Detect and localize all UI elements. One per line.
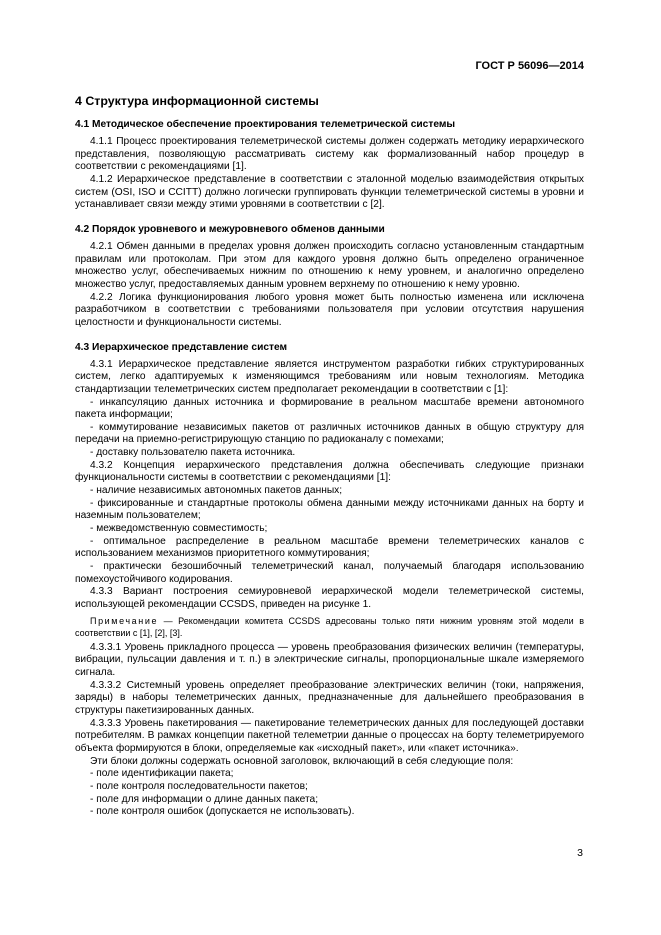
- list-item: - оптимальное распределение в реальном масштабе времени телеметрических каналов с использованием механизмов приоритетного коммутирования;: [75, 535, 584, 560]
- page-number: 3: [577, 847, 583, 859]
- paragraph-4-1-2: 4.1.2 Иерархическое представление в соответствии с эталонной моделью взаимодействия открытых систем (OSI, ISO и CCITT) должно логически группировать функции телеметрической системы в уровни и устанавливает связи между этими уровнями в соответствии с [2].: [75, 173, 584, 211]
- paragraph-4-3-1: 4.3.1 Иерархическое представление является инструментом разработки гибких структурированных систем, легко адаптируемых к изменяющимся требованиям или новым технологиям. Методика стандартизации телеметрических систем предполагает рекомендации в соответствии с [1]:: [75, 358, 584, 395]
- list-item: - межведомственную совместимость;: [90, 523, 268, 535]
- paragraph-4-3-2: 4.3.2 Концепция иерархического представления должна обеспечивать следующие признаки функциональности системы в соответствии с рекомендациями [1]:: [75, 459, 584, 484]
- note-label: Примечание: [90, 615, 159, 626]
- paragraph-4-2-1: 4.2.1 Обмен данными в пределах уровня должен происходить согласно установленным стандартным правилам или протоколам. При этом для каждого уровня должно быть определено ограниченное множество услуг, обеспечиваемых нижним по отношению к нему уровнем, и аналогично определено множество услуг, предоставляемых данным уровнем верхнему по отношению к нему уровню.: [75, 240, 584, 290]
- subsection-4-3-title: 4.3 Иерархическое представление систем: [75, 341, 288, 353]
- list-item: - поле контроля последовательности пакетов;: [90, 780, 308, 792]
- list-item: - поле контроля ошибок (допускается не использовать).: [90, 806, 355, 818]
- list-item: - поле для информации о длине данных пакета;: [90, 793, 319, 805]
- list-item: - инкапсуляцию данных источника и формирование в реальном масштабе времени автономного пакета информации;: [75, 396, 584, 421]
- subsection-4-1-title: 4.1 Методическое обеспечение проектирования телеметрической системы: [75, 119, 456, 130]
- note-text: — Рекомендации комитета CCSDS адресованы только пяти нижним уровням этой модели в соответствии с [1], [2], [3].: [75, 615, 584, 638]
- section-title: 4 Структура информационной системы: [75, 94, 319, 108]
- list-item: - коммутирование независимых пакетов от различных источников данных в общую структуру для передачи на приемно-регистрирующую станцию по радиоканалу с помехами;: [75, 421, 584, 446]
- paragraph-blocks-header: Эти блоки должны содержать основной заголовок, включающий в себя следующие поля:: [90, 755, 514, 767]
- subsection-4-2-title: 4.2 Порядок уровневого и межуровневого обменов данными: [75, 223, 385, 235]
- list-item: - наличие независимых автономных пакетов данных;: [90, 485, 343, 497]
- list-item: - практически безошибочный телеметрический канал, получаемый благодаря использованию помехоустойчивого кодирования.: [75, 561, 584, 585]
- paragraph-4-2-2: 4.2.2 Логика функционирования любого уровня может быть полностью изменена или исключена разработчиком в соответствии с требованиями пользователя при условии отсутствия нарушения целостности и функциональности системы.: [75, 291, 584, 328]
- paragraph-4-3-3: 4.3.3 Вариант построения семиуровневой иерархической модели телеметрической системы, использующей рекомендации CCSDS, приведен на рисунке 1.: [75, 586, 584, 610]
- paragraph-4-3-3-2: 4.3.3.2 Системный уровень определяет преобразование электрических величин (токи, напряжения, заряды) в наборы телеметрических данных, предназначенные для дальнейшего преобразования в структуры пакетизированных данных.: [75, 679, 584, 716]
- paragraph-4-3-3-1: 4.3.3.1 Уровень прикладного процесса — уровень преобразования физических величин (температуры, вибрации, пульсации давления и т. п.) в электрические сигналы, пропорциональные шкале измеряемого сигнала.: [75, 641, 584, 678]
- list-item: - доставку пользователю пакета источника.: [90, 447, 296, 459]
- page-content: [75, 86, 584, 819]
- paragraph-4-1-1: 4.1.1 Процесс проектирования телеметрической системы должен содержать методику иерархического представления, позволяющую рассматривать систему как формализованный набор процедур в соответствии с рекомендациями [1].: [75, 136, 584, 173]
- list-item: - фиксированные и стандартные протоколы обмена данными между источниками данных на борту и наземным пользователем;: [75, 497, 584, 522]
- paragraph-4-3-3-3: 4.3.3.3 Уровень пакетирования — пакетирование телеметрических данных для последующей доставки потребителям. В рамках концепции пакетной телеметрии данные о процессах на борту телеметрируемого объекта формируются в блоки, определяемые как «исходный пакет», или «пакет источника».: [75, 717, 584, 754]
- note: [75, 615, 584, 639]
- standard-header: ГОСТ Р 56096—2014: [475, 60, 584, 72]
- list-item: - поле идентификации пакета;: [90, 768, 234, 780]
